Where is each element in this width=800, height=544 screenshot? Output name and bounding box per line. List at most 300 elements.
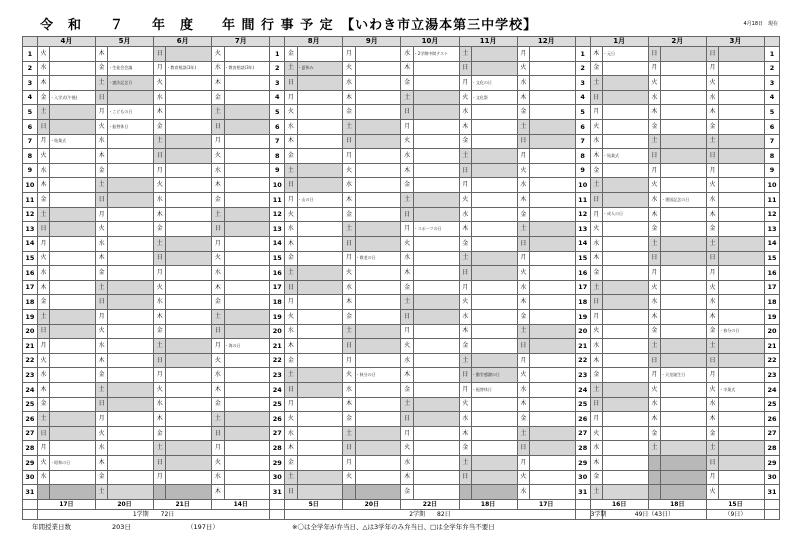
weekday-cell: 月	[590, 412, 602, 427]
weekday-cell: 土	[95, 383, 107, 398]
event-cell	[719, 251, 765, 266]
event-cell	[661, 426, 707, 441]
day-number: 16	[270, 266, 285, 281]
month-header: 7月	[212, 37, 270, 47]
event-cell	[355, 383, 401, 398]
header-day-col	[270, 37, 285, 47]
weekday-cell: 日	[154, 353, 166, 368]
weekday-cell: 木	[517, 397, 529, 412]
weekday-cell: 月	[706, 266, 718, 281]
event-cell	[355, 193, 401, 208]
day-number: 2	[764, 61, 779, 76]
event-cell	[108, 90, 154, 105]
event-cell	[661, 76, 707, 91]
event-cell	[471, 47, 517, 62]
weekday-cell: 日	[459, 368, 471, 383]
weekday-cell: 日	[37, 426, 49, 441]
day-number: 23	[764, 368, 779, 383]
event-cell	[413, 76, 459, 91]
weekday-cell: 水	[401, 456, 413, 471]
event-cell	[661, 485, 707, 500]
day-number: 17	[23, 280, 38, 295]
weekday-cell: 日	[95, 90, 107, 105]
weekday-cell: 土	[95, 485, 107, 500]
weekday-cell: 火	[95, 120, 107, 135]
event-cell	[471, 178, 517, 193]
event-cell	[355, 295, 401, 310]
semester-spacer	[270, 510, 285, 520]
weekday-cell: 木	[648, 309, 660, 324]
weekday-cell: 木	[212, 485, 224, 500]
event-cell	[413, 178, 459, 193]
event-cell	[661, 456, 707, 471]
event-cell	[166, 105, 212, 120]
event-cell	[297, 339, 343, 354]
event-cell	[355, 353, 401, 368]
weekday-cell: 月	[95, 412, 107, 427]
event-cell	[530, 485, 576, 500]
event-cell	[413, 163, 459, 178]
weekday-cell: 金	[37, 90, 49, 105]
weekday-cell: 火	[212, 47, 224, 62]
day-number: 22	[23, 353, 38, 368]
weekday-cell: 金	[459, 441, 471, 456]
day-number: 4	[23, 90, 38, 105]
weekday-cell: 金	[95, 266, 107, 281]
day-number: 4	[270, 90, 285, 105]
weekday-cell: 金	[212, 295, 224, 310]
weekday-cell: 日	[95, 295, 107, 310]
event-cell	[166, 383, 212, 398]
event-cell	[355, 339, 401, 354]
day-number: 10	[764, 178, 779, 193]
event-cell	[166, 485, 212, 500]
footer	[22, 522, 780, 534]
event-cell	[224, 222, 270, 237]
day-number: 3	[23, 76, 38, 91]
semester-2-total: 2学期 82日	[285, 510, 576, 520]
weekday-cell: 土	[401, 90, 413, 105]
weekday-cell: 火	[95, 426, 107, 441]
event-cell	[297, 295, 343, 310]
weekday-cell: 日	[154, 47, 166, 62]
weekday-cell: 火	[706, 76, 718, 91]
weekday-cell: 日	[648, 353, 660, 368]
weekday-cell: 土	[285, 61, 297, 76]
weekday-cell: 月	[95, 105, 107, 120]
day-number: 20	[23, 324, 38, 339]
event-cell	[719, 193, 765, 208]
weekday-cell: 水	[212, 61, 224, 76]
weekday-cell: 木	[343, 397, 355, 412]
day-row	[23, 105, 780, 120]
weekday-cell: 木	[706, 309, 718, 324]
weekday-cell: 木	[212, 383, 224, 398]
weekday-cell: 火	[212, 353, 224, 368]
event-cell	[297, 178, 343, 193]
weekday-cell: 火	[154, 383, 166, 398]
day-row	[23, 412, 780, 427]
event-cell	[661, 324, 707, 339]
day-number: 30	[575, 470, 590, 485]
event-cell	[471, 470, 517, 485]
day-number: 29	[764, 456, 779, 471]
day-number: 29	[270, 456, 285, 471]
event-cell	[355, 280, 401, 295]
weekday-cell: 水	[37, 368, 49, 383]
day-number: 20	[270, 324, 285, 339]
weekday-cell: 水	[459, 207, 471, 222]
event-cell: ・スポーツの日	[413, 222, 459, 237]
day-number: 31	[575, 485, 590, 500]
weekday-cell: 土	[285, 266, 297, 281]
weekday-cell: 水	[212, 470, 224, 485]
day-row	[23, 295, 780, 310]
event-cell	[602, 397, 648, 412]
weekday-cell: 土	[343, 324, 355, 339]
day-number: 26	[575, 412, 590, 427]
day-number: 30	[764, 470, 779, 485]
weekday-cell: 金	[285, 47, 297, 62]
event-cell	[224, 47, 270, 62]
weekday-cell: 木	[517, 90, 529, 105]
event-cell	[413, 456, 459, 471]
weekday-cell: 金	[285, 149, 297, 164]
day-row	[23, 251, 780, 266]
event-cell	[471, 309, 517, 324]
event-cell	[471, 324, 517, 339]
event-cell	[355, 236, 401, 251]
event-cell	[602, 339, 648, 354]
weekday-cell	[648, 470, 660, 485]
weekday-cell: 金	[37, 295, 49, 310]
weekday-cell: 月	[401, 324, 413, 339]
weekday-cell: 土	[343, 120, 355, 135]
weekday-cell: 日	[37, 120, 49, 135]
weekday-cell: 水	[37, 470, 49, 485]
event-cell	[355, 105, 401, 120]
event-cell: ・元日	[602, 47, 648, 62]
day-number: 12	[764, 207, 779, 222]
event-cell	[719, 120, 765, 135]
month-total: 16日	[590, 500, 648, 510]
event-cell	[224, 485, 270, 500]
event-cell	[661, 441, 707, 456]
day-number: 16	[764, 266, 779, 281]
weekday-cell: 金	[590, 266, 602, 281]
day-number: 5	[270, 105, 285, 120]
weekday-cell: 金	[401, 280, 413, 295]
event-cell	[297, 90, 343, 105]
weekday-cell: 木	[95, 456, 107, 471]
event-cell	[471, 207, 517, 222]
weekday-cell: 水	[212, 266, 224, 281]
event-cell	[530, 295, 576, 310]
weekday-cell: 土	[212, 309, 224, 324]
event-cell	[661, 61, 707, 76]
weekday-cell: 水	[343, 280, 355, 295]
event-cell	[719, 134, 765, 149]
weekday-cell: 土	[590, 485, 602, 500]
event-cell	[661, 383, 707, 398]
weekday-cell: 木	[590, 47, 602, 62]
event-cell	[50, 207, 96, 222]
weekday-cell: 月	[517, 353, 529, 368]
day-row	[23, 134, 780, 149]
event-cell: ・振替休日	[471, 383, 517, 398]
weekday-cell: 金	[95, 368, 107, 383]
weekday-cell: 水	[459, 412, 471, 427]
weekday-cell: 木	[37, 178, 49, 193]
day-number: 8	[270, 149, 285, 164]
weekday-cell: 金	[590, 61, 602, 76]
event-cell	[413, 280, 459, 295]
event-cell	[413, 105, 459, 120]
weekday-cell: 水	[648, 90, 660, 105]
weekday-cell: 土	[285, 163, 297, 178]
event-cell	[530, 207, 576, 222]
day-number: 2	[23, 61, 38, 76]
day-number: 17	[270, 280, 285, 295]
event-cell	[224, 383, 270, 398]
weekday-cell: 水	[401, 353, 413, 368]
day-row	[23, 426, 780, 441]
weekday-cell: 木	[285, 441, 297, 456]
day-row	[23, 76, 780, 91]
event-cell	[530, 163, 576, 178]
weekday-cell: 月	[648, 368, 660, 383]
day-row	[23, 193, 780, 208]
event-cell	[530, 236, 576, 251]
event-cell	[355, 456, 401, 471]
month-total: 18日	[459, 500, 517, 510]
weekday-cell: 金	[154, 426, 166, 441]
event-cell	[530, 76, 576, 91]
weekday-cell: 木	[459, 426, 471, 441]
day-number: 8	[575, 149, 590, 164]
weekday-cell: 木	[459, 120, 471, 135]
event-cell	[355, 485, 401, 500]
event-cell	[530, 456, 576, 471]
weekday-cell: 水	[343, 76, 355, 91]
weekday-cell: 金	[95, 470, 107, 485]
event-cell	[661, 309, 707, 324]
event-cell	[297, 163, 343, 178]
weekday-cell: 火	[95, 222, 107, 237]
event-cell	[530, 324, 576, 339]
weekday-cell: 木	[154, 105, 166, 120]
event-cell	[719, 470, 765, 485]
event-cell	[413, 61, 459, 76]
event-cell	[50, 266, 96, 281]
weekday-cell: 火	[37, 456, 49, 471]
day-number: 11	[764, 193, 779, 208]
day-number: 16	[23, 266, 38, 281]
weekday-cell: 土	[343, 426, 355, 441]
event-cell	[50, 61, 96, 76]
day-number: 14	[764, 236, 779, 251]
event-cell: ・文化祭	[471, 90, 517, 105]
footer-label: 年間授業日数	[32, 523, 71, 531]
weekday-cell: 金	[343, 412, 355, 427]
day-number: 5	[764, 105, 779, 120]
weekday-cell: 火	[648, 383, 660, 398]
weekday-cell: 土	[212, 412, 224, 427]
weekday-cell: 土	[459, 251, 471, 266]
weekday-cell: 金	[517, 412, 529, 427]
event-cell	[50, 280, 96, 295]
weekday-cell: 日	[706, 456, 718, 471]
day-number: 23	[270, 368, 285, 383]
event-cell	[108, 412, 154, 427]
event-cell	[413, 383, 459, 398]
month-total: 22日	[401, 500, 459, 510]
weekday-cell: 火	[590, 120, 602, 135]
event-cell	[471, 353, 517, 368]
weekday-cell: 木	[459, 222, 471, 237]
weekday-cell: 木	[37, 76, 49, 91]
event-cell	[661, 397, 707, 412]
event-cell	[297, 149, 343, 164]
event-cell: ・卒業式	[719, 383, 765, 398]
event-cell	[108, 163, 154, 178]
weekday-cell: 月	[648, 163, 660, 178]
day-number: 5	[23, 105, 38, 120]
day-number: 28	[575, 441, 590, 456]
event-cell	[50, 324, 96, 339]
event-cell	[355, 61, 401, 76]
weekday-cell: 日	[590, 90, 602, 105]
weekday-cell: 土	[517, 222, 529, 237]
event-cell	[297, 47, 343, 62]
weekday-cell: 木	[154, 309, 166, 324]
event-cell	[471, 397, 517, 412]
event-cell	[108, 251, 154, 266]
event-cell	[719, 280, 765, 295]
weekday-cell: 火	[401, 441, 413, 456]
semester-3-label: 3学期	[590, 510, 607, 518]
day-number: 15	[764, 251, 779, 266]
weekday-cell: 日	[590, 193, 602, 208]
weekday-cell: 金	[343, 309, 355, 324]
day-row	[23, 207, 780, 222]
event-cell	[602, 324, 648, 339]
event-cell	[602, 193, 648, 208]
event-cell	[355, 309, 401, 324]
weekday-cell: 火	[706, 178, 718, 193]
day-row	[23, 324, 780, 339]
weekday-cell: 土	[648, 339, 660, 354]
event-cell	[224, 295, 270, 310]
weekday-cell: 月	[401, 120, 413, 135]
annual-calendar-table	[22, 36, 780, 520]
event-cell	[661, 90, 707, 105]
weekday-cell: 日	[706, 353, 718, 368]
event-cell	[224, 236, 270, 251]
event-cell	[530, 61, 576, 76]
event-cell: ・山の日	[297, 193, 343, 208]
weekday-cell: 火	[590, 222, 602, 237]
weekday-cell: 月	[517, 456, 529, 471]
month-header: 5月	[95, 37, 153, 47]
weekday-cell: 木	[706, 207, 718, 222]
event-cell	[166, 90, 212, 105]
weekday-cell: 水	[285, 426, 297, 441]
event-cell: ・敬老の日	[355, 251, 401, 266]
weekday-cell: 日	[285, 178, 297, 193]
day-number: 30	[23, 470, 38, 485]
event-cell	[602, 426, 648, 441]
weekday-cell: 水	[401, 47, 413, 62]
weekday-cell: 木	[95, 251, 107, 266]
event-cell	[50, 309, 96, 324]
event-cell	[530, 397, 576, 412]
weekday-cell: 日	[212, 120, 224, 135]
weekday-cell: 月	[37, 339, 49, 354]
weekday-cell: 水	[285, 120, 297, 135]
event-cell	[297, 412, 343, 427]
weekday-cell: 木	[590, 456, 602, 471]
event-cell	[602, 61, 648, 76]
event-cell	[166, 324, 212, 339]
weekday-cell: 日	[517, 339, 529, 354]
event-cell	[413, 470, 459, 485]
weekday-cell: 月	[37, 441, 49, 456]
weekday-cell: 月	[212, 134, 224, 149]
event-cell	[108, 266, 154, 281]
weekday-cell: 日	[285, 76, 297, 91]
event-cell	[530, 134, 576, 149]
event-cell	[108, 397, 154, 412]
event-cell	[602, 266, 648, 281]
weekday-cell: 土	[285, 368, 297, 383]
weekday-cell: 日	[648, 251, 660, 266]
weekday-cell: 土	[590, 383, 602, 398]
event-cell	[471, 193, 517, 208]
weekday-cell: 月	[343, 353, 355, 368]
event-cell	[108, 47, 154, 62]
weekday-cell: 月	[459, 76, 471, 91]
day-number: 19	[270, 309, 285, 324]
weekday-cell: 月	[212, 339, 224, 354]
day-number: 31	[764, 485, 779, 500]
event-cell	[719, 61, 765, 76]
day-number: 10	[575, 178, 590, 193]
event-cell: ・成人の日	[602, 207, 648, 222]
day-number: 27	[764, 426, 779, 441]
weekday-cell: 水	[95, 441, 107, 456]
weekday-cell: 木	[648, 412, 660, 427]
day-number: 12	[270, 207, 285, 222]
weekday-cell: 金	[648, 324, 660, 339]
weekday-cell: 月	[517, 251, 529, 266]
event-cell	[471, 456, 517, 471]
weekday-cell: 金	[517, 309, 529, 324]
weekday-cell: 火	[459, 90, 471, 105]
weekday-cell: 水	[590, 339, 602, 354]
event-cell	[719, 47, 765, 62]
event-cell	[661, 222, 707, 237]
event-cell	[297, 485, 343, 500]
event-cell	[661, 207, 707, 222]
event-cell	[166, 309, 212, 324]
weekday-cell: 土	[590, 178, 602, 193]
weekday-cell: 水	[37, 163, 49, 178]
weekday-cell: 金	[517, 207, 529, 222]
month-header: 2月	[648, 37, 706, 47]
weekday-cell: 火	[285, 309, 297, 324]
day-number: 10	[270, 178, 285, 193]
